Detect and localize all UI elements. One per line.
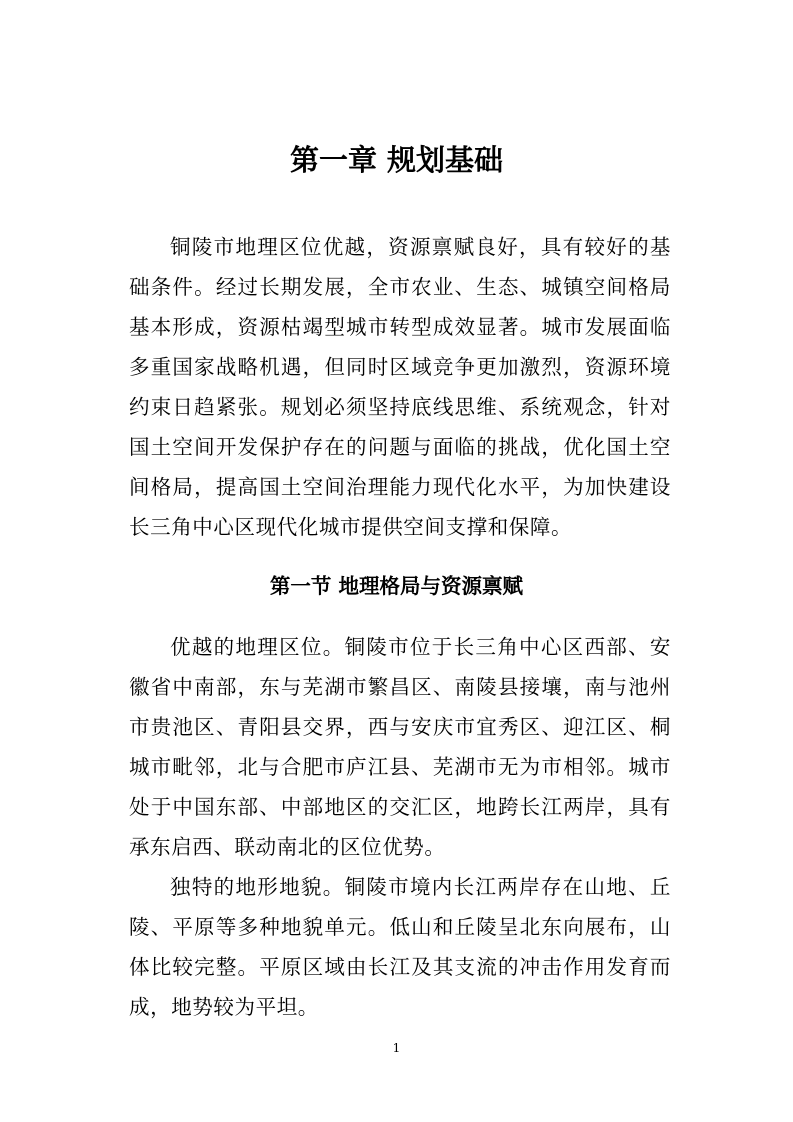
section-title: 第一节 地理格局与资源禀赋 xyxy=(269,574,524,598)
intro-paragraph: 铜陵市地理区位优越，资源禀赋良好，具有较好的基础条件。经过长期发展，全市农业、生态、城镇空间格局基本形成，资源枯竭型城市转型成效显著。城市发展面临多重国家战略机遇，但同时区域竞争更加激烈，资源环境约束日趋紧张。规划必须坚持底线思维、系统观念，针对国土空间开发保护存在的问题与面临的挑战，优化国土空间格局，提高国土空间治理能力现代化水平，为加快建设长三角中心区现代化城市提供空间支撑和保障。 xyxy=(129,235,671,539)
page-number: 1 xyxy=(392,1041,401,1055)
section-paragraph-terrain: 独特的地形地貌。铜陵市境内长江两岸存在山地、丘陵、平原等多种地貌单元。低山和丘陵呈北东向展布，山体比较完整。平原区域由长江及其支流的冲击作用发育而成，地势较为平坦。 xyxy=(129,875,671,1019)
chapter-title: 第一章 规划基础 xyxy=(289,143,504,177)
section-paragraph-location: 优越的地理区位。铜陵市位于长三角中心区西部、安徽省中南部，东与芜湖市繁昌区、南陵县接壤，南与池州市贵池区、青阳县交界，西与安庆市宜秀区、迎江区、桐城市毗邻，北与合肥市庐江县、芜湖市无为市相邻。城市处于中国东部、中部地区的交汇区，地跨长江两岸，具有承东启西、联动南北的区位优势。 xyxy=(129,635,671,859)
